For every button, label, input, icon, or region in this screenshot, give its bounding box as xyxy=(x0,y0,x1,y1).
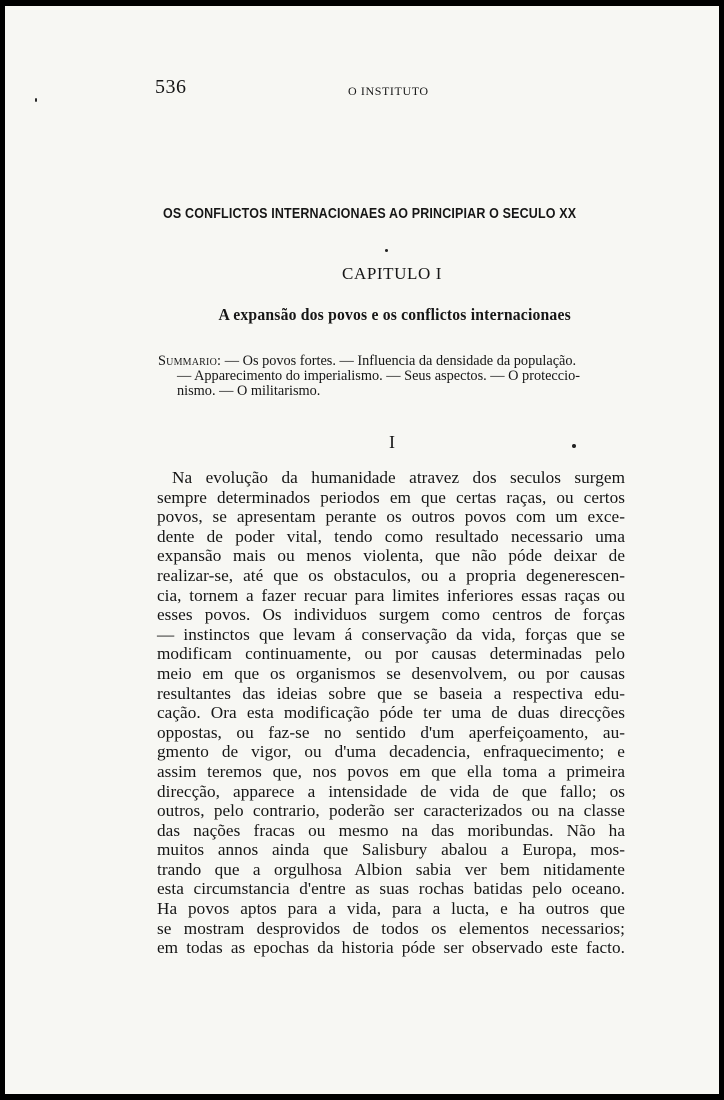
body-line: em todas as epochas da historia póde ser observado este facto. xyxy=(157,938,625,958)
body-line: oppostas, ou faz-se no sentido d'um aperfeiçoamento, au- xyxy=(157,722,625,742)
body-line: modificam continuamente, ou por causas determinadas pelo xyxy=(157,644,625,664)
body-line: cação. Ora esta modificação póde ter uma de duas direcções xyxy=(157,703,625,723)
section-number: I xyxy=(389,432,395,452)
body-text xyxy=(157,468,625,958)
body-line: dente de poder vital, tendo como resultado necessario uma xyxy=(157,526,625,546)
ink-speck xyxy=(385,249,388,252)
summary-line xyxy=(158,354,624,369)
body-line: resultantes das ideias sobre que se baseia a respectiva edu- xyxy=(157,683,625,703)
summary-text: — Os povos fortes. — Influencia da densidade da população. xyxy=(221,353,577,369)
document-page xyxy=(5,6,719,1094)
page-number: 536 xyxy=(155,76,187,98)
article-title: OS CONFLICTOS INTERNACIONAES AO PRINCIPIAR O SECULO XX xyxy=(163,206,577,222)
body-line: outros, pelo contrario, poderão ser caracterizados ou na classe xyxy=(157,801,625,821)
body-line: cia, tornem a fazer recuar para limites inferiores essas raças ou xyxy=(157,585,625,605)
body-line: povos, se apresentam perante os outros povos com um exce- xyxy=(157,507,625,527)
body-line: Ha povos aptos para a vida, para a lucta, e ha outros que xyxy=(157,899,625,919)
ink-speck xyxy=(572,444,576,448)
body-line: esses povos. Os individuos surgem como centros de forças xyxy=(157,605,625,625)
summary-line: nismo. — O militarismo. xyxy=(177,383,321,399)
body-line: assim teremos que, nos povos em que ella toma a primeira xyxy=(157,761,625,781)
body-line: se mostram desprovidos de todos os elementos necessarios; xyxy=(157,918,625,938)
body-line: Na evolução da humanidade atravez dos seculos surgem xyxy=(172,468,625,487)
body-line: — instinctos que levam á conservação da vida, forças que se xyxy=(157,624,625,644)
body-line: das nações fracas ou mesmo na das moribundas. Não ha xyxy=(157,820,625,840)
body-line: muitos annos ainda que Salisbury abalou a Europa, mos- xyxy=(157,840,625,860)
body-line: expansão mais ou menos violenta, que não póde deixar de xyxy=(157,546,625,566)
journal-name: O INSTITUTO xyxy=(348,84,429,98)
chapter-heading: CAPITULO I xyxy=(342,264,442,283)
section-title: A expansão dos povos e os conflictos internacionaes xyxy=(218,305,571,324)
body-line: realizar-se, até que os obstaculos, ou a propria degenerescen- xyxy=(157,565,625,585)
body-line: meio em que os organismos se desenvolvem, ou por causas xyxy=(157,663,625,683)
summary-line: — Apparecimento do imperialismo. — Seus aspectos. — O proteccio- xyxy=(177,368,581,384)
body-line: sempre determinados periodos em que certas raças, ou certos xyxy=(157,487,625,507)
body-line: gmento de vigor, ou d'uma decadencia, enfraquecimento; e xyxy=(157,742,625,762)
ink-speck xyxy=(35,98,37,102)
summary-label: Summario: xyxy=(158,353,222,369)
body-line: esta circumstancia d'entre as suas rochas batidas pelo oceano. xyxy=(157,879,625,899)
body-line: direcção, apparece a intensidade de vida de que fallo; os xyxy=(157,781,625,801)
running-head xyxy=(155,76,605,100)
body-line: trando que a orgulhosa Albion sabia ver bem nitidamente xyxy=(157,859,625,879)
summary xyxy=(158,354,624,399)
